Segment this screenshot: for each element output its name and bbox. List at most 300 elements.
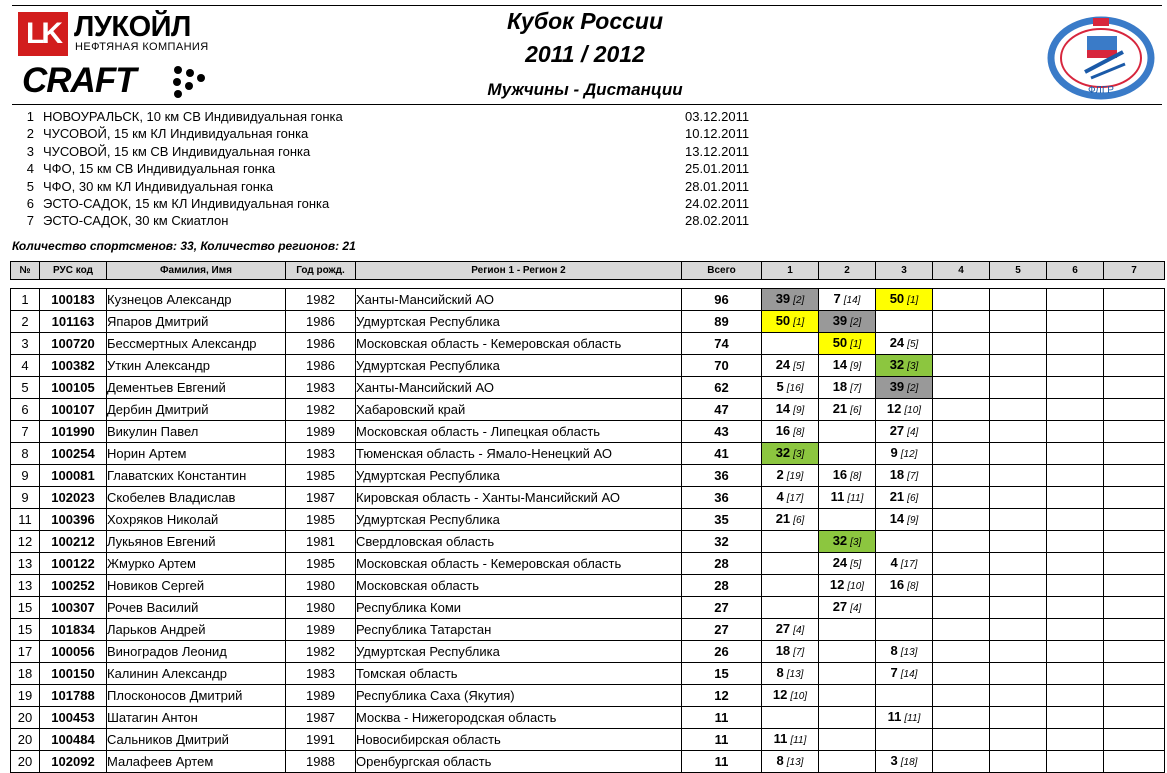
event-date: 28.01.2011: [685, 178, 750, 194]
stage-cell: [762, 553, 819, 575]
stage-points: 5: [776, 379, 784, 394]
total-cell: 36: [682, 487, 762, 509]
code-cell: 101788: [40, 685, 107, 707]
stage-cell: [933, 377, 990, 399]
stage-cell: [819, 377, 876, 399]
total-cell: 11: [682, 751, 762, 773]
stage-place: [3]: [793, 449, 805, 460]
year-cell: 1980: [286, 575, 356, 597]
region-cell: Московская область: [356, 575, 682, 597]
stage-cell: [933, 707, 990, 729]
stage-cell: [990, 333, 1047, 355]
name-cell: Калинин Александр: [107, 663, 286, 685]
stage-cell: [762, 751, 819, 773]
stage-cell: [933, 751, 990, 773]
region-cell: Томская область: [356, 663, 682, 685]
stage-place: [9]: [850, 361, 862, 372]
name-cell: Уткин Александр: [107, 355, 286, 377]
stage-cell: [876, 289, 933, 311]
stage-cell: [1104, 443, 1165, 465]
stage-place: [10]: [904, 405, 922, 416]
stage-points: 9: [890, 445, 898, 460]
stage-place: [4]: [793, 625, 805, 636]
stage-cell: [1104, 333, 1165, 355]
year-cell: 1986: [286, 333, 356, 355]
stage-cell: [819, 663, 876, 685]
event-name: НОВОУРАЛЬСК, 10 км СВ Индивидуальная гонка: [43, 109, 343, 124]
stage-cell: [1047, 619, 1104, 641]
stage-cell: [990, 509, 1047, 531]
rank-cell: 15: [11, 597, 40, 619]
stage-cell: [990, 487, 1047, 509]
stage-cell: [990, 553, 1047, 575]
col-name: Фамилия, Имя: [107, 262, 286, 280]
rank-cell: 7: [11, 421, 40, 443]
table-row: [11, 619, 1165, 641]
col-stage-6: 6: [1047, 262, 1104, 280]
stage-points: 32: [889, 357, 905, 372]
year-cell: 1983: [286, 377, 356, 399]
stage-points: 39: [889, 379, 905, 394]
year-cell: 1985: [286, 553, 356, 575]
stage-place: [14]: [843, 295, 861, 306]
stage-points: 8: [776, 753, 784, 768]
stage-place: [2]: [850, 317, 862, 328]
event-item: [20, 212, 780, 229]
stage-cell: [990, 311, 1047, 333]
region-cell: Тюменская область - Ямало-Ненецкий АО: [356, 443, 682, 465]
stage-place: [6]: [793, 515, 805, 526]
name-cell: Виноградов Леонид: [107, 641, 286, 663]
stage-place: [8]: [850, 471, 862, 482]
stage-cell: [762, 289, 819, 311]
event-name: ЧУСОВОЙ, 15 км СВ Индивидуальная гонка: [43, 143, 311, 159]
stage-points: 21: [775, 511, 791, 526]
stage-cell: [762, 333, 819, 355]
name-cell: Главатских Константин: [107, 465, 286, 487]
stage-cell: [990, 377, 1047, 399]
stage-cell: [933, 641, 990, 663]
stage-points: 14: [889, 511, 905, 526]
total-cell: 62: [682, 377, 762, 399]
col-stage-4: 4: [933, 262, 990, 280]
stage-cell: [1047, 289, 1104, 311]
total-cell: 43: [682, 421, 762, 443]
code-cell: 100396: [40, 509, 107, 531]
stage-cell: [762, 641, 819, 663]
stage-cell: [1047, 421, 1104, 443]
event-number: 2: [26, 126, 34, 142]
year-cell: 1981: [286, 531, 356, 553]
season: 2011 / 2012: [525, 41, 645, 67]
name-cell: Новиков Сергей: [107, 575, 286, 597]
code-cell: 100105: [40, 377, 107, 399]
region-cell: Удмуртская Республика: [356, 641, 682, 663]
rank-cell: 9: [11, 487, 40, 509]
year-cell: 1986: [286, 355, 356, 377]
stage-cell: [933, 575, 990, 597]
stage-cell: [876, 729, 933, 751]
stage-place: [8]: [907, 581, 919, 592]
stage-points: 24: [775, 357, 791, 372]
stage-points: 27: [832, 599, 848, 614]
stage-cell: [1104, 355, 1165, 377]
stage-points: 50: [889, 291, 905, 306]
stage-place: [13]: [900, 647, 918, 658]
craft-dots-icon: [172, 64, 212, 100]
stage-place: [4]: [850, 603, 862, 614]
table-row: [11, 663, 1165, 685]
code-cell: 100254: [40, 443, 107, 465]
stage-place: [13]: [786, 757, 804, 768]
code-cell: 100150: [40, 663, 107, 685]
stage-place: [17]: [900, 559, 918, 570]
stage-cell: [990, 289, 1047, 311]
event-number: 5: [26, 178, 34, 194]
event-item: [20, 143, 780, 160]
total-cell: 28: [682, 575, 762, 597]
stage-cell: [990, 465, 1047, 487]
craft-logo: CRAFT: [22, 61, 136, 100]
name-cell: Жмурко Артем: [107, 553, 286, 575]
stage-cell: [1047, 355, 1104, 377]
event-number: 6: [26, 195, 34, 211]
stage-place: [3]: [907, 361, 919, 372]
stage-points: 4: [776, 489, 784, 504]
rank-cell: 18: [11, 663, 40, 685]
total-cell: 15: [682, 663, 762, 685]
region-cell: Хабаровский край: [356, 399, 682, 421]
stage-points: 21: [889, 489, 905, 504]
stage-cell: [1104, 421, 1165, 443]
name-cell: Сальников Дмитрий: [107, 729, 286, 751]
stage-cell: [1047, 399, 1104, 421]
year-cell: 1986: [286, 311, 356, 333]
name-cell: Малафеев Артем: [107, 751, 286, 773]
stage-cell: [876, 751, 933, 773]
stage-cell: [876, 421, 933, 443]
stage-cell: [990, 619, 1047, 641]
stage-cell: [933, 311, 990, 333]
stage-cell: [876, 685, 933, 707]
summary: Количество спортсменов: 33, Количество регионов: 21: [12, 239, 356, 253]
stage-place: [17]: [786, 493, 804, 504]
stage-cell: [876, 487, 933, 509]
event-date: 10.12.2011: [685, 126, 750, 142]
stage-cell: [876, 509, 933, 531]
stage-cell: [990, 663, 1047, 685]
name-cell: Дербин Дмитрий: [107, 399, 286, 421]
rank-cell: 4: [11, 355, 40, 377]
code-cell: 100720: [40, 333, 107, 355]
event-item: [20, 160, 780, 177]
event-name: ЧУСОВОЙ, 15 км КЛ Индивидуальная гонка: [43, 126, 309, 142]
stage-place: [9]: [793, 405, 805, 416]
stage-cell: [762, 597, 819, 619]
total-cell: 35: [682, 509, 762, 531]
stage-cell: [1104, 399, 1165, 421]
rank-cell: 5: [11, 377, 40, 399]
stage-place: [1]: [907, 295, 919, 306]
table-row: [11, 531, 1165, 553]
stage-place: [18]: [900, 757, 918, 768]
stage-cell: [933, 487, 990, 509]
total-cell: 28: [682, 553, 762, 575]
stage-place: [11]: [790, 735, 807, 746]
table-header-row: [11, 262, 1165, 280]
stage-place: [5]: [850, 559, 862, 570]
total-cell: 32: [682, 531, 762, 553]
stage-cell: [762, 355, 819, 377]
name-cell: Рочев Василий: [107, 597, 286, 619]
event-item: [20, 125, 780, 142]
rank-cell: 15: [11, 619, 40, 641]
stage-cell: [819, 553, 876, 575]
stage-cell: [876, 663, 933, 685]
stage-points: 8: [776, 665, 784, 680]
stage-place: [2]: [907, 383, 919, 394]
stage-cell: [1047, 641, 1104, 663]
stage-cell: [933, 355, 990, 377]
rank-cell: 6: [11, 399, 40, 421]
stage-place: [6]: [850, 405, 862, 416]
event-name: ЧФО, 30 км КЛ Индивидуальная гонка: [43, 178, 274, 194]
table-row: [11, 333, 1165, 355]
region-cell: Москва - Нижегородская область: [356, 707, 682, 729]
stage-points: 39: [832, 313, 848, 328]
stage-cell: [1047, 531, 1104, 553]
stage-cell: [762, 487, 819, 509]
rank-cell: 11: [11, 509, 40, 531]
stage-cell: [1047, 553, 1104, 575]
stage-cell: [990, 751, 1047, 773]
rank-cell: 20: [11, 729, 40, 751]
stage-cell: [819, 619, 876, 641]
stage-points: 32: [832, 533, 848, 548]
rank-cell: 12: [11, 531, 40, 553]
stage-cell: [933, 553, 990, 575]
stage-cell: [933, 289, 990, 311]
event-number: 4: [26, 161, 34, 177]
stage-place: [1]: [850, 339, 862, 350]
col-region: Регион 1 - Регион 2: [356, 262, 682, 280]
stage-points: 16: [775, 423, 791, 438]
region-cell: Новосибирская область: [356, 729, 682, 751]
events-list: [20, 108, 780, 230]
region-cell: Удмуртская Республика: [356, 311, 682, 333]
stage-points: 50: [832, 335, 848, 350]
lukoil-name: ЛУКОЙЛ: [74, 11, 191, 43]
stage-points: 16: [832, 467, 848, 482]
stage-cell: [990, 421, 1047, 443]
stage-cell: [933, 597, 990, 619]
year-cell: 1980: [286, 597, 356, 619]
code-cell: 100212: [40, 531, 107, 553]
stage-points: 39: [775, 291, 791, 306]
year-cell: 1983: [286, 663, 356, 685]
year-cell: 1983: [286, 443, 356, 465]
stage-cell: [990, 531, 1047, 553]
table-row: [11, 377, 1165, 399]
table-row: [11, 487, 1165, 509]
stage-cell: [1047, 333, 1104, 355]
stage-cell: [1047, 443, 1104, 465]
name-cell: Бессмертных Александр: [107, 333, 286, 355]
code-cell: 100122: [40, 553, 107, 575]
code-cell: 101163: [40, 311, 107, 333]
stage-points: 12: [829, 577, 845, 592]
stage-cell: [876, 333, 933, 355]
stage-place: [6]: [907, 493, 919, 504]
total-cell: 27: [682, 619, 762, 641]
stage-place: [1]: [793, 317, 805, 328]
year-cell: 1985: [286, 465, 356, 487]
table-row: [11, 685, 1165, 707]
name-cell: Шатагин Антон: [107, 707, 286, 729]
stage-place: [5]: [793, 361, 805, 372]
stage-cell: [1047, 575, 1104, 597]
stage-cell: [762, 619, 819, 641]
table-row: [11, 421, 1165, 443]
col-stage-1: 1: [762, 262, 819, 280]
flgr-seal-icon: [1045, 12, 1157, 100]
stage-place: [11]: [847, 493, 864, 504]
stage-place: [8]: [793, 427, 805, 438]
stage-cell: [933, 531, 990, 553]
code-cell: 102023: [40, 487, 107, 509]
stage-points: 4: [890, 555, 898, 570]
stage-cell: [990, 641, 1047, 663]
table-row: [11, 443, 1165, 465]
total-cell: 27: [682, 597, 762, 619]
year-cell: 1989: [286, 685, 356, 707]
name-cell: Ларьков Андрей: [107, 619, 286, 641]
year-cell: 1989: [286, 619, 356, 641]
stage-cell: [762, 311, 819, 333]
stage-cell: [819, 597, 876, 619]
stage-cell: [990, 685, 1047, 707]
table-row: [11, 575, 1165, 597]
rank-cell: 2: [11, 311, 40, 333]
region-cell: Ханты-Мансийский АО: [356, 377, 682, 399]
table-row: [11, 355, 1165, 377]
rank-cell: 13: [11, 553, 40, 575]
table-row: [11, 311, 1165, 333]
event-item: [20, 178, 780, 195]
stage-place: [3]: [850, 537, 862, 548]
code-cell: 100183: [40, 289, 107, 311]
event-date: 25.01.2011: [685, 161, 750, 177]
stage-cell: [990, 597, 1047, 619]
col-year: Год рожд.: [286, 262, 356, 280]
region-cell: Республика Коми: [356, 597, 682, 619]
name-cell: Скобелев Владислав: [107, 487, 286, 509]
table-row: [11, 641, 1165, 663]
name-cell: Дементьев Евгений: [107, 377, 286, 399]
stage-place: [19]: [786, 471, 804, 482]
stage-cell: [1104, 597, 1165, 619]
stage-cell: [762, 443, 819, 465]
table-row: [11, 399, 1165, 421]
lukoil-subtitle: НЕФТЯНАЯ КОМПАНИЯ: [75, 41, 209, 53]
table-row: [11, 553, 1165, 575]
year-cell: 1982: [286, 289, 356, 311]
event-date: 28.02.2011: [685, 213, 750, 229]
total-cell: 70: [682, 355, 762, 377]
stage-cell: [762, 531, 819, 553]
year-cell: 1991: [286, 729, 356, 751]
event-item: [20, 108, 780, 125]
name-cell: Викулин Павел: [107, 421, 286, 443]
stage-cell: [1104, 663, 1165, 685]
region-cell: Республика Татарстан: [356, 619, 682, 641]
stage-cell: [1104, 377, 1165, 399]
year-cell: 1982: [286, 399, 356, 421]
event-date: 03.12.2011: [685, 109, 750, 124]
event-name: ЧФО, 15 км СВ Индивидуальная гонка: [43, 161, 276, 177]
rank-cell: 13: [11, 575, 40, 597]
code-cell: 100453: [40, 707, 107, 729]
stage-cell: [1047, 311, 1104, 333]
stage-cell: [819, 641, 876, 663]
stage-cell: [819, 399, 876, 421]
year-cell: 1987: [286, 707, 356, 729]
region-cell: Оренбургская область: [356, 751, 682, 773]
region-cell: Кировская область - Ханты-Мансийский АО: [356, 487, 682, 509]
stage-points: 12: [886, 401, 902, 416]
table-row: [11, 751, 1165, 773]
table-row: [11, 289, 1165, 311]
stage-cell: [819, 751, 876, 773]
stage-cell: [933, 663, 990, 685]
stage-points: 27: [889, 423, 905, 438]
total-cell: 74: [682, 333, 762, 355]
stage-cell: [819, 421, 876, 443]
stage-cell: [762, 509, 819, 531]
stage-points: 14: [832, 357, 848, 372]
stage-cell: [819, 729, 876, 751]
event-date: 24.02.2011: [685, 195, 750, 211]
total-cell: 89: [682, 311, 762, 333]
code-cell: 100382: [40, 355, 107, 377]
category: Мужчины - Дистанции: [487, 80, 683, 99]
table-row: [11, 597, 1165, 619]
stage-place: [4]: [907, 427, 919, 438]
stage-cell: [762, 399, 819, 421]
stage-cell: [876, 399, 933, 421]
stage-points: 11: [773, 731, 788, 746]
stage-cell: [990, 729, 1047, 751]
code-cell: 101990: [40, 421, 107, 443]
stage-cell: [819, 333, 876, 355]
year-cell: 1989: [286, 421, 356, 443]
results-table: [10, 261, 1165, 773]
stage-place: [5]: [907, 339, 919, 350]
code-cell: 100484: [40, 729, 107, 751]
stage-points: 24: [832, 555, 848, 570]
stage-place: [12]: [900, 449, 918, 460]
rank-cell: 19: [11, 685, 40, 707]
stage-cell: [933, 399, 990, 421]
stage-cell: [1047, 663, 1104, 685]
stage-cell: [933, 465, 990, 487]
region-cell: Московская область - Липецкая область: [356, 421, 682, 443]
stage-cell: [819, 685, 876, 707]
rank-cell: 17: [11, 641, 40, 663]
stage-cell: [1104, 707, 1165, 729]
stage-points: 21: [832, 401, 848, 416]
table-row: [11, 707, 1165, 729]
